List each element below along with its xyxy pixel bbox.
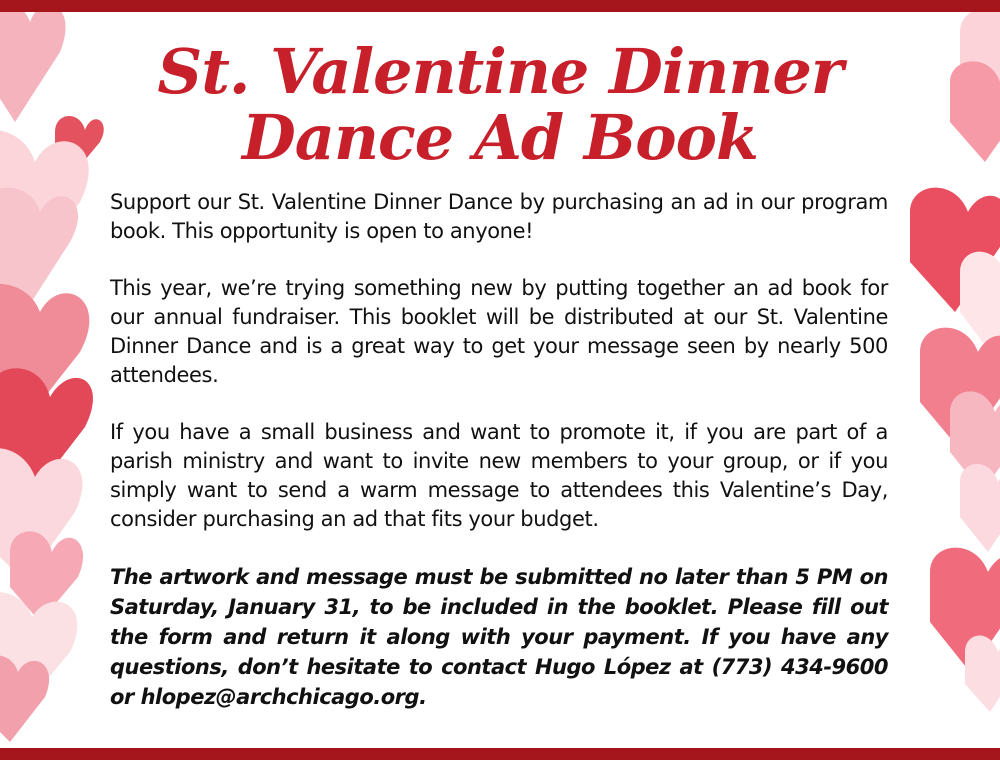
purchase-paragraph: If you have a small business and want to promote it, if you are part of a parish ministry and want to invite new members to your group, or if you simply want to send a warm message to attendees this Valentine’s Day, consider purchasing an ad that fits your budget.: [110, 420, 888, 531]
top-border: [0, 0, 1000, 12]
deadline-notice: The artwork and message must be submitted no later than 5 PM on Saturday, January 31, to be included in the booklet. Please fill out the form and return it along with your payment. If you have any questions, don’t hesitate to contact Hugo López at (773) 434-9600 or hlopez@archchicago.org.: [110, 565, 888, 709]
ad-book-paragraph: This year, we’re trying something new by putting together an ad book for our annual fundraiser. This booklet will be distributed at our St. Valentine Dinner Dance and is a great way to get your message seen by nearly 500 attendees.: [110, 276, 888, 387]
bottom-border: [0, 748, 1000, 760]
title-line-1: St. Valentine Dinner: [157, 35, 843, 108]
title-line-2: Dance Ad Book: [242, 101, 758, 174]
intro-paragraph: Support our St. Valentine Dinner Dance by purchasing an ad in our program book. This opportunity is open to anyone!: [110, 190, 888, 243]
body-content: [110, 188, 888, 740]
